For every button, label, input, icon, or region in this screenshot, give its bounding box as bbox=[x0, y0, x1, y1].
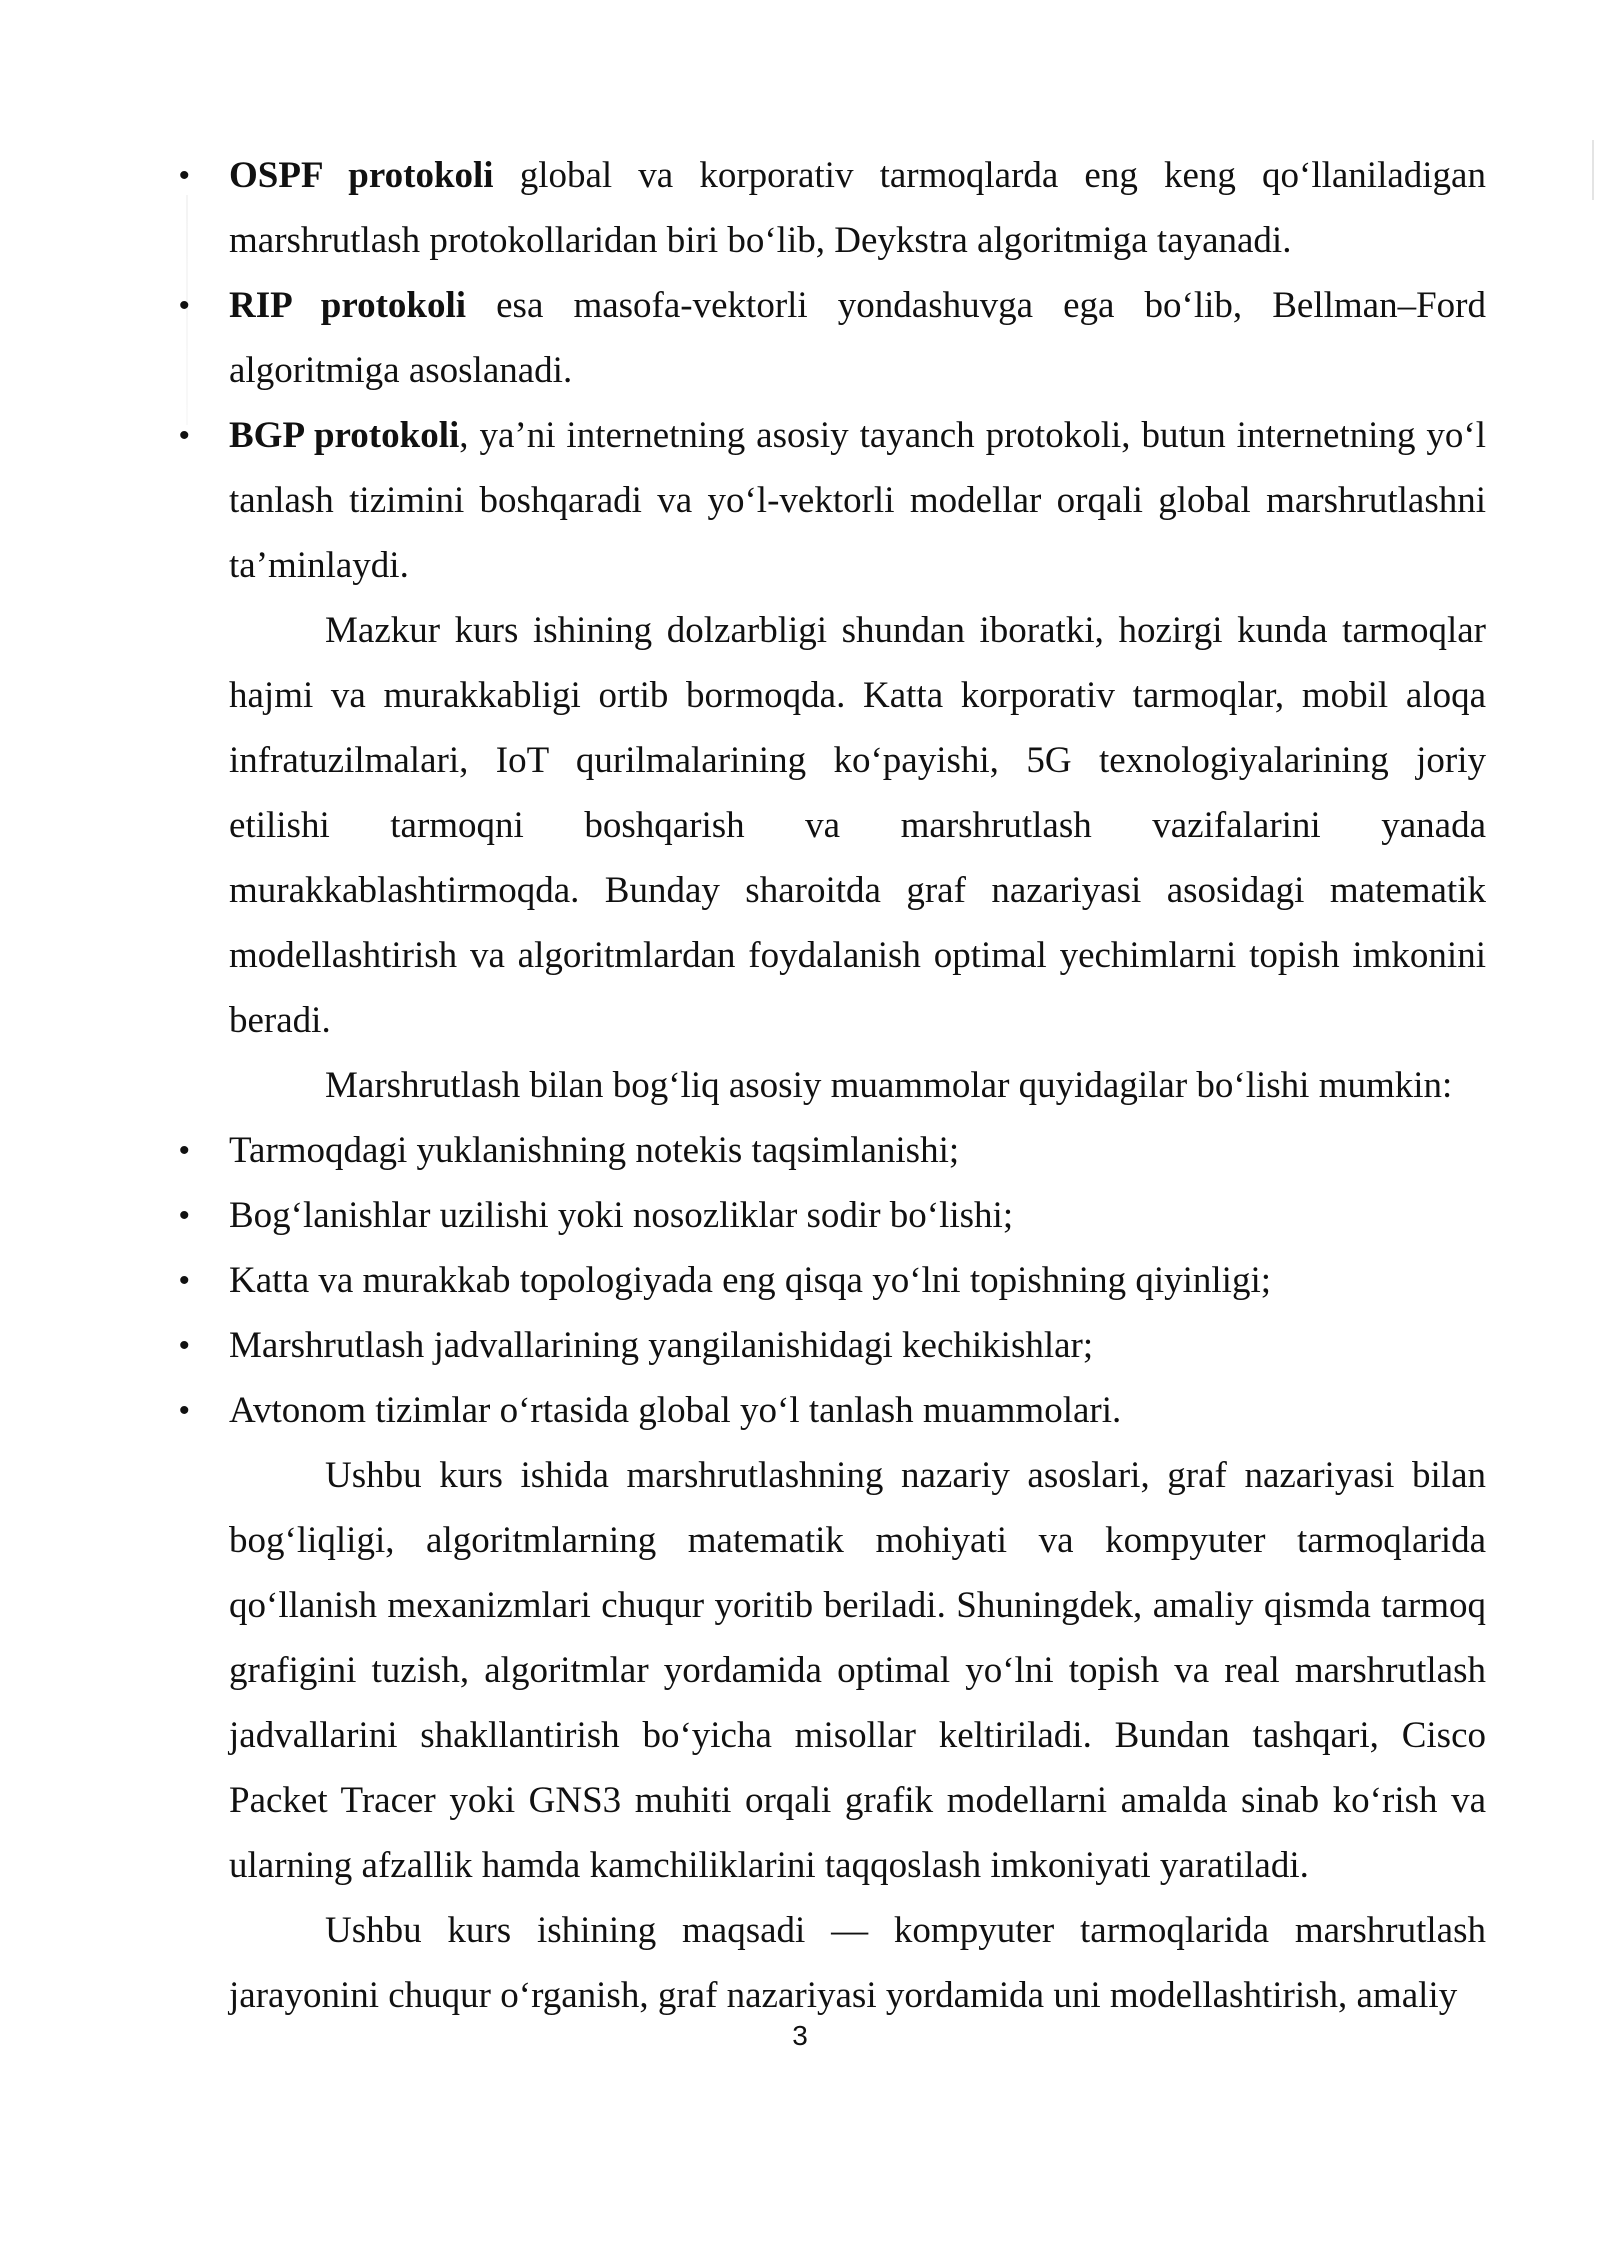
problem-text: Avtonom tizimlar o‘rtasida global yo‘l tanlash muammolari. bbox=[229, 1390, 1122, 1431]
scope-paragraph: Ushbu kurs ishida marshrutlashning nazariy asoslari, graf nazariyasi bilan bog‘liqligi, algoritmlarning matematik mohiyati va kompyuter tarmoqlarida qo‘llanish mexanizmlari chuqur yoritib beriladi. Shuningdek, amaliy qismda tarmoq grafigini tuzish, algoritmlar yordamida optimal yo‘lni topish va real marshrutlash jadvallarini shakllantirish bo‘yicha misollar keltiriladi. Bundan tashqari, Cisco Packet Tracer yoki GNS3 muhiti orqali grafik modellarni amalda sinab ko‘rish va ularning afzallik hamda kamchiliklarini taqqoslash imkoniyati yaratiladi. bbox=[229, 1455, 1486, 1886]
protocol-name: BGP protokoli bbox=[229, 415, 460, 456]
protocol-name: OSPF protokoli bbox=[229, 155, 494, 196]
problems-intro-paragraph: Marshrutlash bilan bog‘liq asosiy muammolar quyidagilar bo‘lishi mumkin: bbox=[325, 1065, 1453, 1106]
bullet-icon: • bbox=[179, 1394, 190, 1427]
scan-edge bbox=[1592, 140, 1594, 200]
page-body bbox=[179, 143, 1487, 2028]
bullet-icon: • bbox=[179, 1199, 190, 1232]
list-item bbox=[179, 1313, 1486, 1378]
page-number: 3 bbox=[792, 2020, 808, 2051]
relevance-paragraph: Mazkur kurs ishining dolzarbligi shundan iboratki, hozirgi kunda tarmoqlar hajmi va murakkabligi ortib bormoqda. Katta korporativ tarmoqlar, mobil aloqa infratuzilmalari, IoT qurilmalarining ko‘payishi, 5G texnologiyalarining joriy etilishi tarmoqni boshqarish va marshrutlash vazifalarini yanada murakkablashtirmoqda. Bunday sharoitda graf nazariyasi asosidagi matematik modellashtirish va algoritmlardan foydalanish optimal yechimlarni topish imkonini beradi. bbox=[229, 610, 1486, 1041]
problem-text: Bog‘lanishlar uzilishi yoki nosozliklar sodir bo‘lishi; bbox=[229, 1195, 1014, 1236]
problem-text: Marshrutlash jadvallarining yangilanishidagi kechikishlar; bbox=[229, 1325, 1094, 1366]
goal-paragraph: Ushbu kurs ishining maqsadi — kompyuter tarmoqlarida marshrutlash jarayonini chuqur o‘rganish, graf nazariyasi yordamida uni modellashtirish, amaliy bbox=[229, 1910, 1486, 2016]
problem-text: Tarmoqdagi yuklanishning notekis taqsimlanishi; bbox=[229, 1130, 960, 1171]
protocol-name: RIP protokoli bbox=[229, 285, 467, 326]
list-item bbox=[179, 1378, 1486, 1443]
list-item bbox=[179, 1118, 1486, 1183]
problems-list bbox=[179, 1118, 1486, 1443]
list-item bbox=[179, 403, 1487, 598]
bullet-icon: • bbox=[179, 1264, 190, 1297]
list-item bbox=[179, 1183, 1486, 1248]
bullet-icon: • bbox=[179, 1329, 190, 1362]
protocol-description: esa masofa-vektorli yondashuvga ega bo‘lib, Bellman–Ford algoritmiga asoslanadi. bbox=[229, 285, 1486, 391]
protocol-description: global va korporativ tarmoqlarda eng keng qo‘llaniladigan marshrutlash protokollaridan biri bo‘lib, Deykstra algoritmiga tayanadi. bbox=[229, 155, 1486, 261]
protocol-list bbox=[179, 143, 1487, 598]
protocol-description: , ya’ni internetning asosiy tayanch protokoli, butun internetning yo‘l tanlash tizimini boshqaradi va yo‘l-vektorli modellar orqali global marshrutlashni ta’minlaydi. bbox=[229, 415, 1487, 586]
bullet-icon: • bbox=[179, 289, 190, 322]
list-item bbox=[179, 273, 1486, 403]
list-item bbox=[179, 1248, 1486, 1313]
list-item bbox=[179, 143, 1486, 273]
problem-text: Katta va murakkab topologiyada eng qisqa yo‘lni topishning qiyinligi; bbox=[229, 1260, 1271, 1301]
bullet-icon: • bbox=[179, 419, 190, 452]
bullet-icon: • bbox=[179, 159, 190, 192]
bullet-icon: • bbox=[179, 1134, 190, 1167]
